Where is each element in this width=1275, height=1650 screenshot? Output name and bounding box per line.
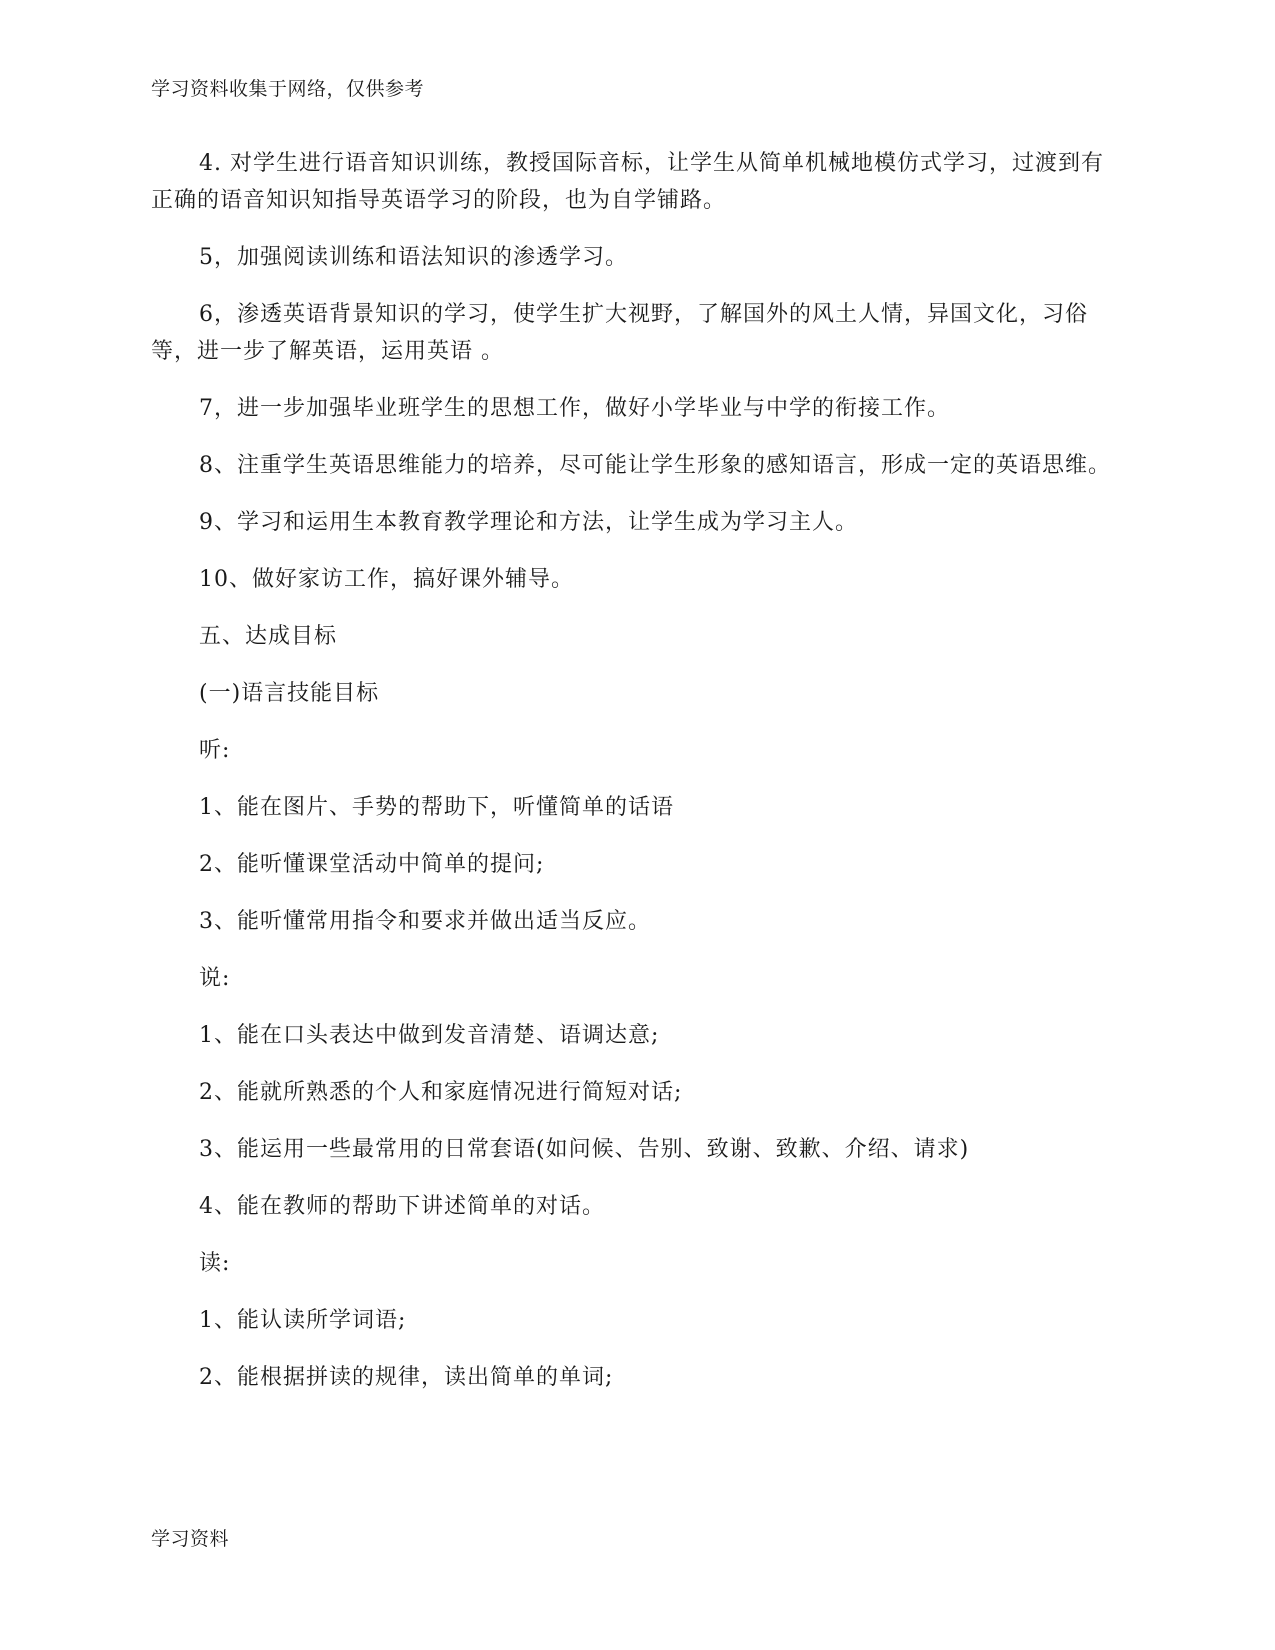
paragraph: 6，渗透英语背景知识的学习，使学生扩大视野，了解国外的风土人情，异国文化，习俗等，进一步了解英语，运用英语 。 <box>151 302 1088 364</box>
section-heading: 五、达成目标 <box>199 624 338 649</box>
list-item: 3、能听懂常用指令和要求并做出适当反应。 <box>199 909 651 934</box>
skill-heading-reading: 读: <box>199 1251 231 1276</box>
list-item: 1、能在口头表达中做到发音清楚、语调达意; <box>199 1023 660 1048</box>
skill-heading-listening: 听: <box>199 738 231 763</box>
list-item: 2、能就所熟悉的个人和家庭情况进行简短对话; <box>199 1080 683 1105</box>
list-item: 3、能运用一些最常用的日常套语(如问候、告别、致谢、致歉、介绍、请求) <box>199 1137 970 1162</box>
paragraph: 5，加强阅读训练和语法知识的渗透学习。 <box>199 245 628 270</box>
list-item: 2、能听懂课堂活动中简单的提问; <box>199 852 545 877</box>
subsection-heading: (一)语言技能目标 <box>199 681 380 706</box>
list-item: 2、能根据拼读的规律，读出简单的单词; <box>199 1365 614 1390</box>
page-footer: 学习资料 <box>151 1528 230 1550</box>
paragraph: 10、做好家访工作，搞好课外辅导。 <box>199 567 574 592</box>
list-item: 1、能认读所学词语; <box>199 1308 407 1333</box>
page-header: 学习资料收集于网络，仅供参考 <box>151 78 425 100</box>
paragraph: 7，进一步加强毕业班学生的思想工作，做好小学毕业与中学的衔接工作。 <box>199 396 950 421</box>
paragraph: 8、注重学生英语思维能力的培养，尽可能让学生形象的感知语言，形成一定的英语思维。 <box>199 453 1112 478</box>
paragraph: 4. 对学生进行语音知识训练，教授国际音标，让学生从简单机械地模仿式学习，过渡到有正确的语音知识知指导英语学习的阶段，也为自学铺路。 <box>151 151 1104 213</box>
paragraph: 9、学习和运用生本教育教学理论和方法，让学生成为学习主人。 <box>199 510 858 535</box>
document-body <box>151 145 1121 1396</box>
list-item: 1、能在图片、手势的帮助下，听懂简单的话语 <box>199 795 674 820</box>
skill-heading-speaking: 说: <box>199 966 231 991</box>
list-item: 4、能在教师的帮助下讲述简单的对话。 <box>199 1194 605 1219</box>
